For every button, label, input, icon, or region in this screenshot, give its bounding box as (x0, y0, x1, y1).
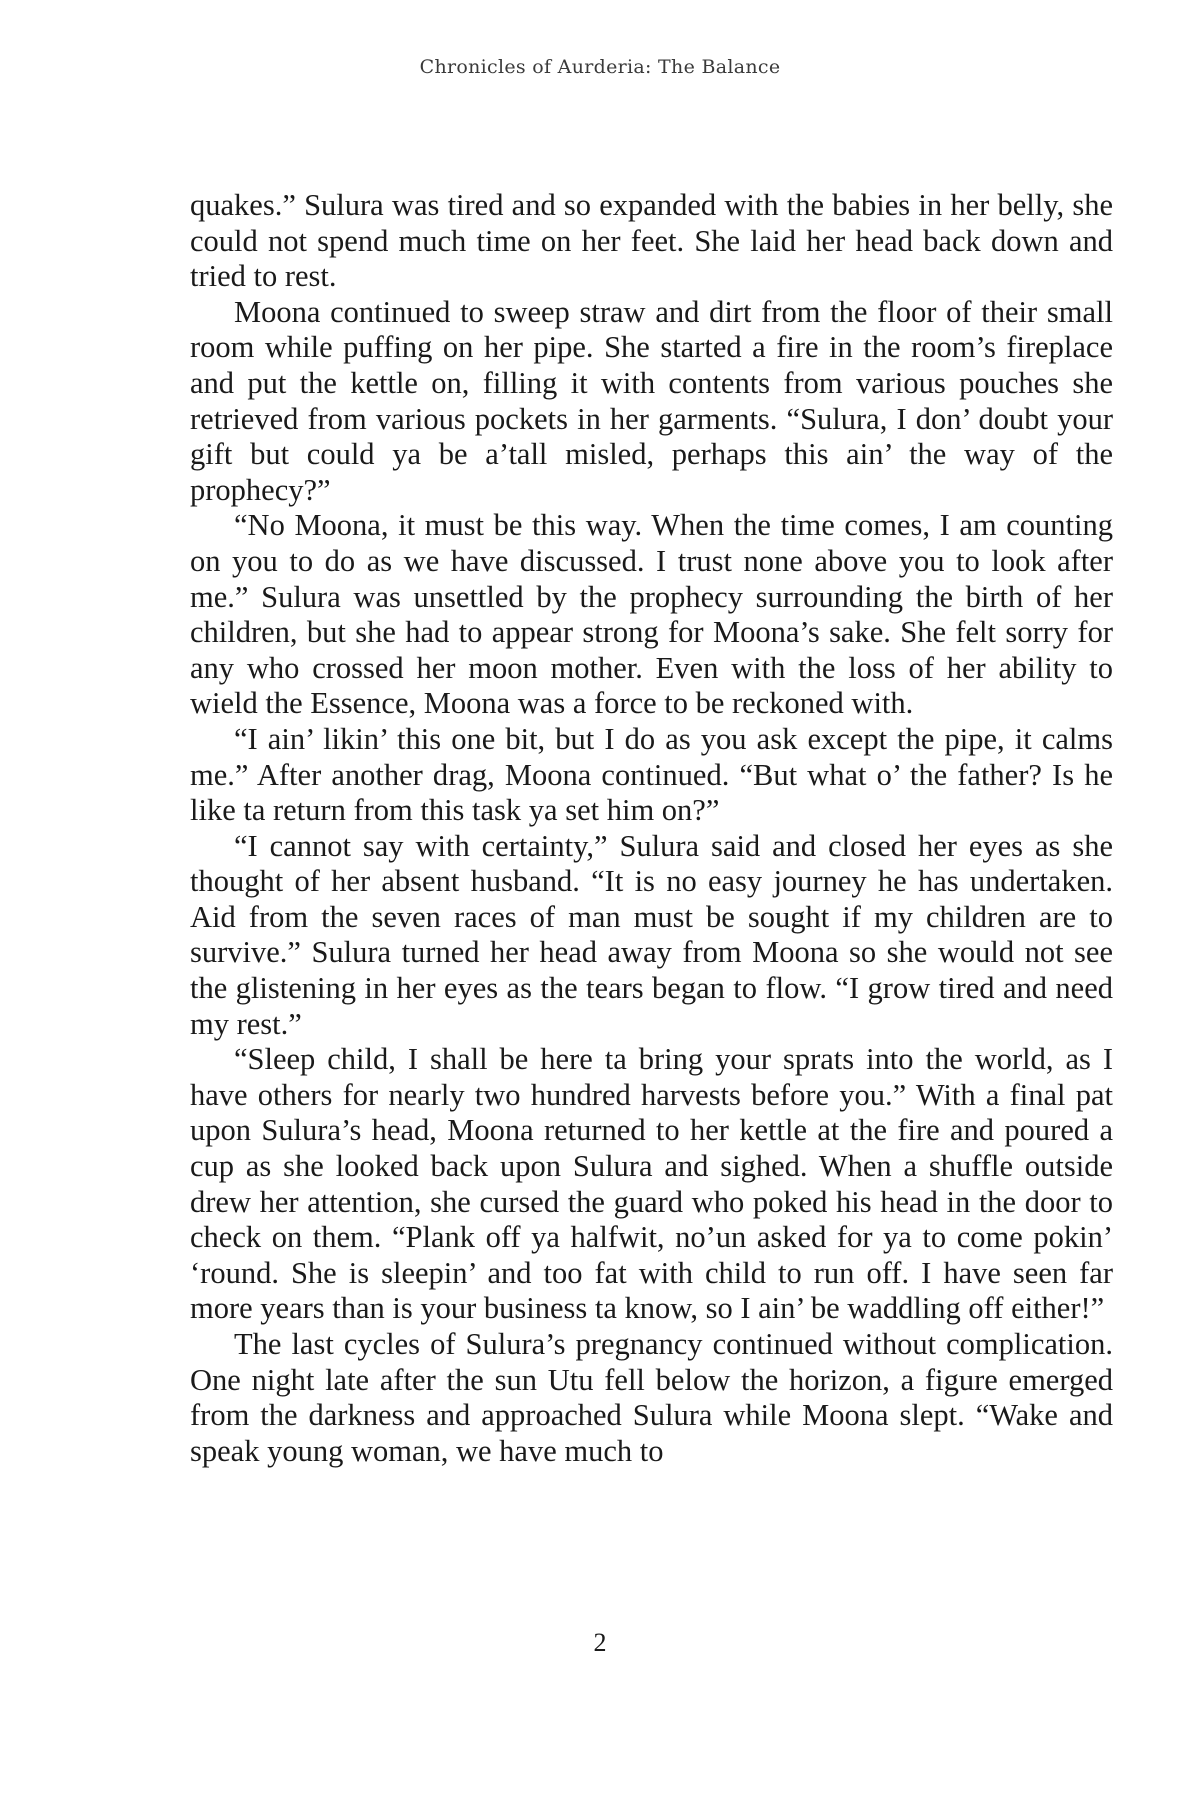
paragraph: “I ain’ likin’ this one bit, but I do as you ask except the pipe, it calms me.” After another drag, Moona continued. “But what o’ the father? Is he like ta return from this task ya set him on?” (190, 721, 1113, 828)
page-number: 2 (593, 1628, 607, 1657)
body-text (190, 188, 1113, 1469)
running-header: Chronicles of Aurderia: The Balance (419, 56, 781, 78)
paragraph: Moona continued to sweep straw and dirt from the floor of their small room while puffing on her pipe. She started a fire in the room’s fireplace and put the kettle on, filling it with contents from various pouches she retrieved from various pockets in her garments. “Sulura, I don’ doubt your gift but could ya be a’tall misled, perhaps this ain’ the way of the prophecy?” (190, 294, 1113, 507)
paragraph: “Sleep child, I shall be here ta bring your sprats into the world, as I have others for nearly two hundred harvests before you.” With a final pat upon Sulura’s head, Moona returned to her kettle at the fire and poured a cup as she looked back upon Sulura and sighed. When a shuffle outside drew her attention, she cursed the guard who poked his head in the door to check on them. “Plank off ya halfwit, no’un asked for ya to come pokin’ ‘round. She is sleepin’ and too fat with child to run off. I have seen far more years than is your business ta know, so I ain’ be waddling off either!” (190, 1042, 1113, 1326)
paragraph: “I cannot say with certainty,” Sulura said and closed her eyes as she thought of her absent husband. “It is no easy journey he has undertaken. Aid from the seven races of man must be sought if my children are to survive.” Sulura turned her head away from Moona so she would not see the glistening in her eyes as the tears began to flow. “I grow tired and need my rest.” (190, 828, 1113, 1041)
paragraph-continuation: quakes.” Sulura was tired and so expanded with the babies in her belly, she could not spend much time on her feet. She laid her head back down and tried to rest. (190, 188, 1113, 294)
paragraph: “No Moona, it must be this way. When the time comes, I am counting on you to do as we have discussed. I trust none above you to look after me.” Sulura was unsettled by the prophecy surrounding the birth of her children, but she had to appear strong for Moona’s sake. She felt sorry for any who crossed her moon mother. Even with the loss of her ability to wield the Essence, Moona was a force to be reckoned with. (190, 508, 1113, 721)
paragraph-final: The last cycles of Sulura’s pregnancy continued without complication. One night late after the sun Utu fell below the horizon, a figure emerged from the darkness and approached Sulura while Moona slept. “Wake and speak young woman, we have much to (190, 1327, 1113, 1468)
